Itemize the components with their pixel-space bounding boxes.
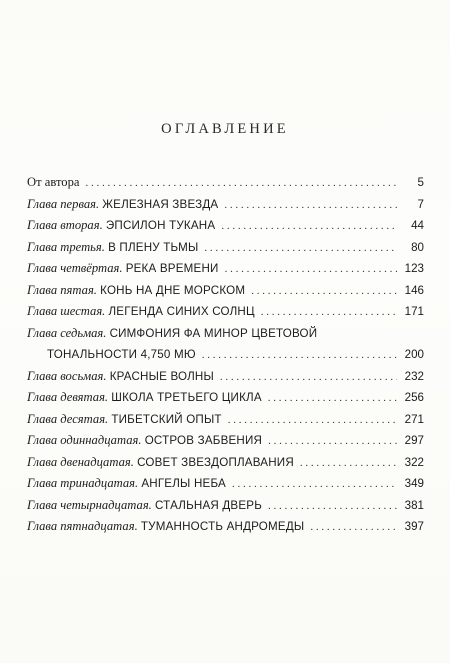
page-heading: ОГЛАВЛЕНИЕ bbox=[161, 121, 289, 137]
chapter-title: АНГЕЛЫ НЕБА bbox=[141, 477, 226, 490]
page-number: 256 bbox=[404, 391, 424, 404]
page-number: 232 bbox=[404, 369, 424, 383]
toc-entry bbox=[27, 495, 424, 517]
toc-entry bbox=[27, 366, 424, 388]
chapter-title: В ПЛЕНУ ТЬМЫ bbox=[108, 240, 199, 254]
toc-entry bbox=[27, 301, 424, 323]
dot-leader bbox=[232, 474, 397, 496]
chapter-number: Глава третья. bbox=[27, 239, 105, 254]
chapter-title: От автора bbox=[27, 175, 80, 189]
toc-entry-label bbox=[47, 344, 196, 366]
toc-entry bbox=[27, 430, 424, 452]
toc-entry-label bbox=[27, 430, 262, 452]
chapter-number: Глава девятая. bbox=[27, 390, 109, 404]
dot-leader bbox=[268, 388, 397, 410]
page-number: 44 bbox=[411, 219, 424, 232]
page-number: 200 bbox=[404, 348, 424, 361]
chapter-number: Глава тринадцатая. bbox=[27, 476, 139, 490]
toc-entry bbox=[27, 237, 424, 259]
table-of-contents bbox=[27, 172, 424, 538]
toc-entry-label bbox=[27, 237, 198, 259]
toc-entry bbox=[27, 215, 424, 237]
chapter-number: Глава шестая. bbox=[27, 304, 106, 318]
chapter-title: ЛЕГЕНДА СИНИХ СОЛНЦ bbox=[108, 305, 255, 318]
page-number: 271 bbox=[404, 412, 424, 426]
toc-entry-label bbox=[27, 194, 218, 216]
dot-leader bbox=[221, 216, 397, 238]
page-number: 5 bbox=[417, 176, 424, 189]
chapter-number: Глава одиннадцатая. bbox=[27, 433, 142, 447]
chapter-number: Глава пятнадцатая. bbox=[27, 519, 138, 533]
dot-leader bbox=[224, 195, 397, 217]
toc-entry bbox=[27, 409, 424, 431]
toc-entry bbox=[27, 323, 424, 345]
chapter-number: Глава двенадцатая. bbox=[27, 454, 134, 469]
chapter-number: Глава восьмая. bbox=[27, 368, 107, 383]
chapter-title: ОСТРОВ ЗАБВЕНИЯ bbox=[144, 434, 263, 447]
toc-entry-label bbox=[27, 516, 304, 538]
toc-entry-label bbox=[27, 172, 80, 194]
toc-entry-label bbox=[27, 215, 215, 237]
chapter-number: Глава четвёртая. bbox=[27, 261, 123, 275]
toc-entry bbox=[27, 516, 424, 538]
toc-entry-label bbox=[27, 301, 255, 323]
chapter-title: ТИБЕТСКИЙ ОПЫТ bbox=[111, 412, 222, 426]
chapter-number: Глава первая. bbox=[27, 196, 100, 211]
toc-entry-label bbox=[27, 366, 214, 388]
chapter-title: ШКОЛА ТРЕТЬЕГО ЦИКЛА bbox=[111, 391, 262, 404]
dot-leader bbox=[268, 496, 397, 518]
dot-leader bbox=[202, 345, 397, 367]
dot-leader bbox=[228, 410, 397, 432]
toc-entry bbox=[27, 172, 424, 194]
chapter-title: КРАСНЫЕ ВОЛНЫ bbox=[109, 369, 214, 383]
toc-entry bbox=[27, 473, 424, 495]
dot-leader bbox=[220, 367, 397, 389]
page-number: 146 bbox=[404, 283, 424, 297]
chapter-title: СИМФОНИЯ ФА МИНОР ЦВЕТОВОЙ bbox=[109, 326, 318, 340]
toc-entry bbox=[27, 387, 424, 409]
toc-entry bbox=[27, 344, 424, 366]
toc-entry-label bbox=[27, 452, 294, 474]
page-number: 381 bbox=[404, 498, 424, 512]
toc-entry bbox=[27, 280, 424, 302]
toc-entry-label bbox=[27, 473, 226, 495]
chapter-title: РЕКА ВРЕМЕНИ bbox=[125, 262, 219, 275]
chapter-title: ТОНАЛЬНОСТИ 4,750 МЮ bbox=[47, 348, 196, 361]
dot-leader bbox=[204, 238, 397, 260]
page-number: 349 bbox=[404, 477, 424, 490]
dot-leader bbox=[251, 281, 397, 303]
chapter-title: СТАЛЬНАЯ ДВЕРЬ bbox=[154, 498, 263, 512]
page-number: 123 bbox=[404, 262, 424, 275]
dot-leader bbox=[86, 173, 398, 195]
chapter-number: Глава седьмая. bbox=[27, 325, 107, 340]
page-number: 7 bbox=[417, 197, 424, 211]
toc-entry-label bbox=[27, 258, 219, 280]
page-number: 171 bbox=[404, 305, 424, 318]
page-number: 397 bbox=[404, 520, 424, 533]
toc-entry-label bbox=[27, 387, 262, 409]
toc-entry bbox=[27, 452, 424, 474]
toc-entry-label bbox=[27, 409, 222, 431]
chapter-title: СОВЕТ ЗВЕЗДОПЛАВАНИЯ bbox=[137, 455, 294, 469]
page-number: 297 bbox=[404, 434, 424, 447]
toc-entry-label bbox=[27, 323, 317, 345]
toc-entry bbox=[27, 258, 424, 280]
dot-leader bbox=[261, 302, 397, 324]
chapter-title: ЭПСИЛОН ТУКАНА bbox=[105, 219, 216, 232]
page-number: 80 bbox=[411, 240, 424, 254]
chapter-number: Глава вторая. bbox=[27, 218, 103, 232]
chapter-number: Глава четырнадцатая. bbox=[27, 497, 152, 512]
chapter-title: КОНЬ НА ДНЕ МОРСКОМ bbox=[100, 283, 246, 297]
chapter-number: Глава пятая. bbox=[27, 282, 97, 297]
dot-leader bbox=[268, 431, 397, 453]
chapter-title: ТУМАННОСТЬ АНДРОМЕДЫ bbox=[140, 520, 305, 533]
toc-entry bbox=[27, 194, 424, 216]
dot-leader bbox=[300, 453, 397, 475]
chapter-number: Глава десятая. bbox=[27, 411, 109, 426]
dot-leader bbox=[310, 517, 397, 539]
toc-entry-label bbox=[27, 495, 262, 517]
toc-entry-label bbox=[27, 280, 245, 302]
dot-leader bbox=[225, 259, 397, 281]
page-number: 322 bbox=[404, 455, 424, 469]
chapter-title: ЖЕЛЕЗНАЯ ЗВЕЗДА bbox=[102, 197, 219, 211]
